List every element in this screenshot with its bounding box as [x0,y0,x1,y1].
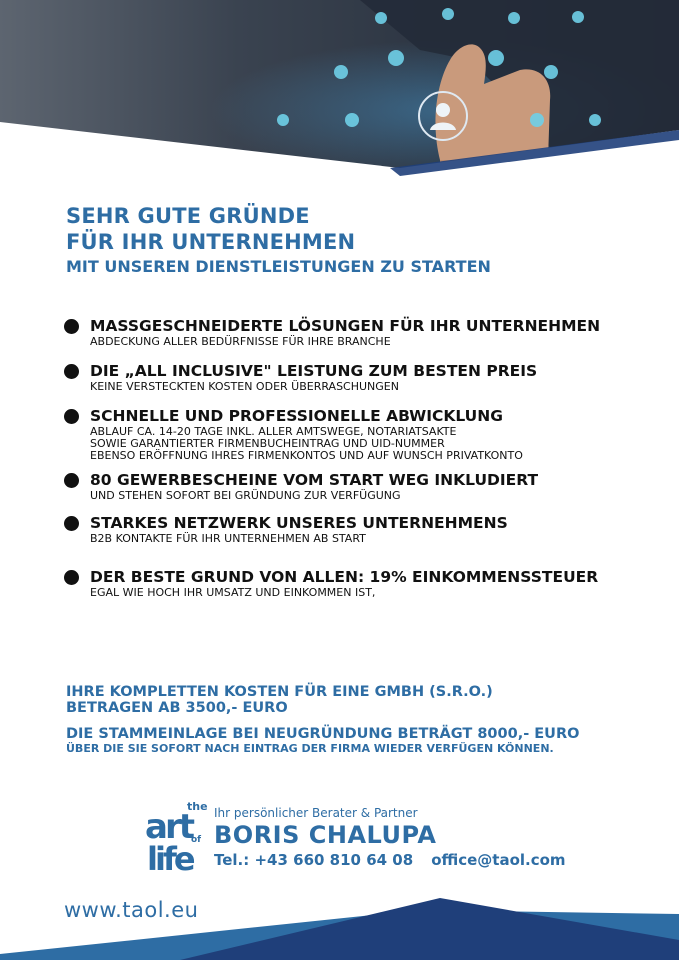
reason-title: SCHNELLE UND PROFESSIONELLE ABWICKLUNG [90,407,503,425]
reason-detail: ABLAUF CA. 14-20 TAGE INKL. ALLER AMTSWEGE, NOTARIATSAKTE [90,425,457,438]
reason-title: DIE „ALL INCLUSIVE" LEISTUNG ZUM BESTEN PREIS [90,362,538,380]
art-of-life-logo [145,798,208,878]
contact-block [214,806,584,870]
heading-line-3: MIT UNSEREN DIENSTLEISTUNGEN ZU STARTEN [66,257,491,276]
reason-detail: KEINE VERSTECKTEN KOSTEN ODER ÜBERRASCHUNGEN [90,380,399,393]
reason-title: 80 GEWERBESCHEINE VOM START WEG INKLUDIERT [90,471,539,489]
reason-detail: B2B KONTAKTE FÜR IHR UNTERNEHMEN AB START [90,532,366,545]
bullet-icon [64,473,79,488]
contact-tagline: Ihr persönlicher Berater & Partner [214,806,418,820]
list-item [64,567,664,599]
bullet-icon [64,409,79,424]
costs-line-3: DIE STAMMEINLAGE BEI NEUGRÜNDUNG BETRÄGT 8000,- EURO [66,726,580,742]
reasons-list [64,316,664,599]
website-link[interactable]: www.taol.eu [64,898,199,922]
logo-the: the [187,800,208,813]
heading-line-1: SEHR GUTE GRÜNDE [66,204,310,228]
reason-detail: EGAL WIE HOCH IHR UMSATZ UND EINKOMMEN IST, [90,586,376,599]
reason-detail: EBENSO ERÖFFNUNG IHRES FIRMENKONTOS UND AUF WUNSCH PRIVATKONTO [90,449,523,462]
reason-detail: UND STEHEN SOFORT BEI GRÜNDUNG ZUR VERFÜGUNG [90,489,401,502]
contact-name: BORIS CHALUPA [214,821,437,849]
header-photo [0,0,679,200]
reason-detail: SOWIE GARANTIERTER FIRMENBUCHEINTRAG UND UID-NUMMER [90,437,445,450]
reason-title: MASSGESCHNEIDERTE LÖSUNGEN FÜR IHR UNTERNEHMEN [90,317,601,335]
list-item [64,513,664,545]
contact-email[interactable]: office@taol.com [431,851,566,869]
costs-line-4: ÜBER DIE SIE SOFORT NACH EINTRAG DER FIRMA WIEDER VERFÜGEN KÖNNEN. [66,742,554,755]
main-heading [66,203,491,278]
bullet-icon [64,319,79,334]
costs-line-2: BETRAGEN AB 3500,- EURO [66,700,288,716]
logo-art: art [145,807,192,847]
logo-graphic [145,798,208,878]
reason-detail: ABDECKUNG ALLER BEDÜRFNISSE FÜR IHRE BRANCHE [90,335,391,348]
contact-phone[interactable]: Tel.: +43 660 810 64 08 [214,851,414,869]
list-item [64,470,664,502]
bullet-icon [64,516,79,531]
bullet-icon [64,364,79,379]
logo-of: of [191,835,202,845]
header-image [0,0,679,200]
bullet-icon [64,570,79,585]
reason-title: DER BESTE GRUND VON ALLEN: 19% EINKOMMENSSTEUER [90,568,599,586]
costs-block [66,684,579,755]
logo-life: life [147,840,193,878]
list-item [64,361,664,393]
contact-row [214,850,584,870]
reason-title: STARKES NETZWERK UNSERES UNTERNEHMENS [90,514,508,532]
list-item [64,316,664,348]
list-item [64,406,664,462]
heading-line-2: FÜR IHR UNTERNEHMEN [66,230,356,254]
costs-line-1: IHRE KOMPLETTEN KOSTEN FÜR EINE GMBH (S.R.O.) [66,684,493,700]
